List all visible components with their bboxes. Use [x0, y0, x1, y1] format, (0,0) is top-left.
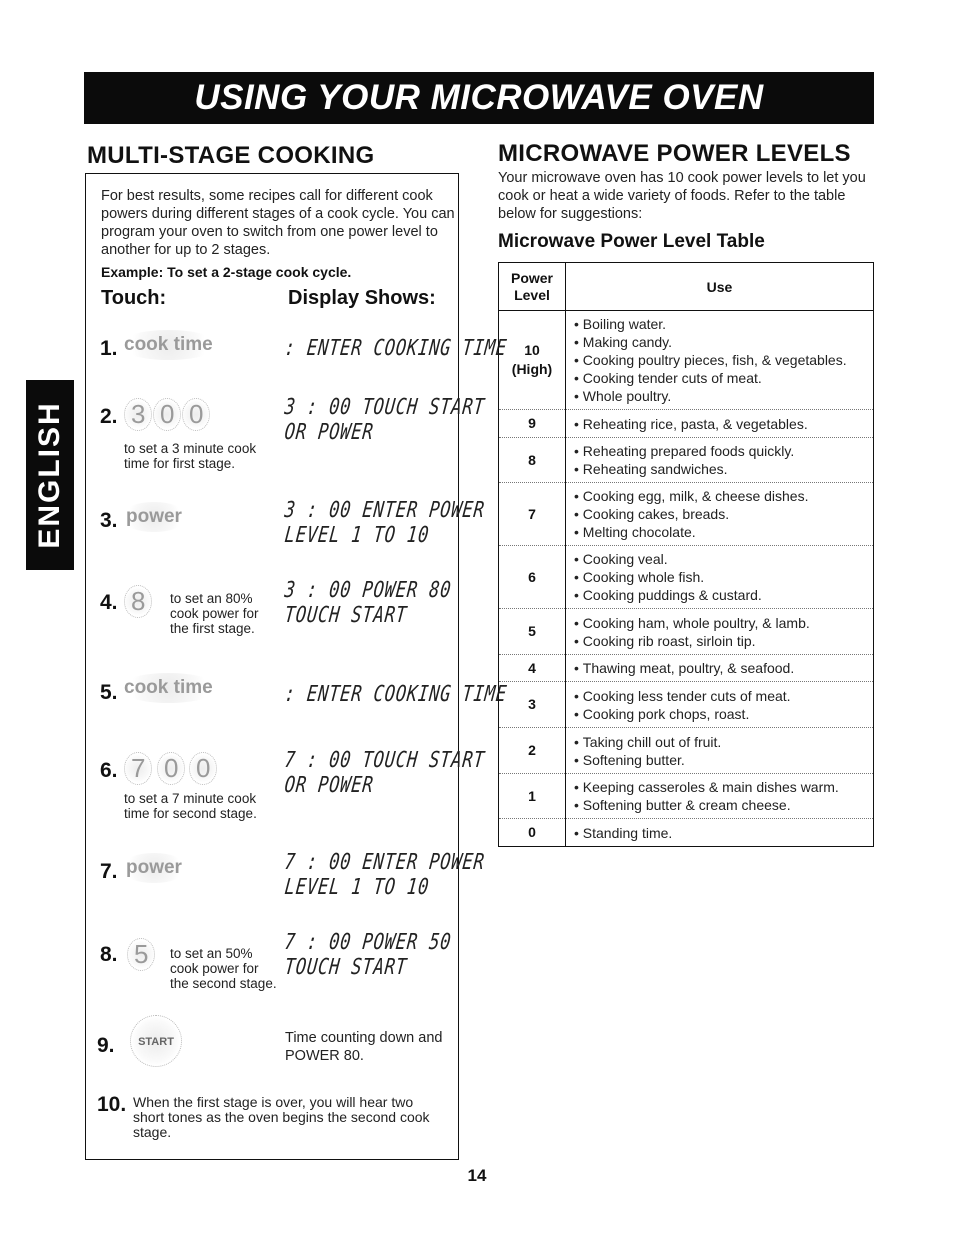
use-item: • Cooking ham, whole poultry, & lamb.: [574, 614, 867, 632]
use-item: • Thawing meat, poultry, & seafood.: [574, 659, 867, 677]
cook-time-key: cook time: [118, 673, 219, 703]
display-header: Display Shows:: [288, 287, 436, 309]
power-level-cell: 3: [499, 682, 566, 728]
step-number: 4.: [100, 591, 118, 614]
digit-key: 7: [124, 752, 152, 785]
use-item: • Cooking cakes, breads.: [574, 505, 867, 523]
power-level-cell: 10 (High): [499, 311, 566, 410]
table-row: [499, 311, 874, 410]
multi-stage-intro: For best results, some recipes call for different cook powers during different stages of a cook cycle. You can program your oven to switch from one power level to another for up to 2 stages.: [101, 188, 455, 258]
power-level-cell: 0: [499, 819, 566, 847]
table-row: [499, 438, 874, 483]
power-key: power: [120, 853, 188, 883]
table-row: [499, 774, 874, 819]
step-number: 7.: [100, 860, 118, 883]
use-item: • Standing time.: [574, 824, 867, 842]
step-number: 10.: [97, 1093, 127, 1116]
digit-key: 0: [157, 752, 185, 785]
table-row: [499, 609, 874, 655]
use-cell: [566, 774, 874, 819]
digit-key: 3: [124, 398, 152, 431]
use-cell: [566, 655, 874, 682]
use-cell: [566, 311, 874, 410]
table-row: [499, 819, 874, 847]
display-line: LEVEL 1 TO 10: [283, 875, 431, 900]
step-note: to set an 80% cook power for the first stage.: [170, 591, 259, 636]
multi-stage-box: [85, 173, 459, 1160]
power-level-cell: 4: [499, 655, 566, 682]
digit-key: 8: [124, 585, 152, 618]
display-line: 7 : 00 POWER 50: [283, 930, 453, 955]
use-item: • Cooking rib roast, sirloin tip.: [574, 632, 867, 650]
use-item: • Cooking veal.: [574, 550, 867, 568]
table-row: [499, 483, 874, 546]
display-line: : ENTER COOKING TIME: [283, 336, 509, 361]
use-item: • Cooking poultry pieces, fish, & vegetables.: [574, 351, 867, 369]
step-number: 2.: [100, 405, 118, 428]
use-cell: [566, 682, 874, 728]
display-line: LEVEL 1 TO 10: [283, 523, 431, 548]
page-banner: USING YOUR MICROWAVE OVEN: [84, 72, 874, 124]
use-item: • Cooking egg, milk, & cheese dishes.: [574, 487, 867, 505]
page-number: 14: [467, 1166, 487, 1185]
display-text: Time counting down and POWER 80.: [285, 1030, 443, 1064]
digit-key: 0: [153, 398, 181, 431]
step-number: 6.: [100, 759, 118, 782]
table-title: Microwave Power Level Table: [498, 231, 765, 252]
power-level-cell: 5: [499, 609, 566, 655]
use-cell: [566, 728, 874, 774]
table-row: [499, 682, 874, 728]
use-item: • Cooking less tender cuts of meat.: [574, 687, 867, 705]
language-tab: [26, 380, 74, 570]
cook-time-key: cook time: [118, 330, 219, 360]
use-header: Use: [566, 263, 874, 311]
use-cell: [566, 410, 874, 438]
use-item: • Making candy.: [574, 333, 867, 351]
table-row: [499, 655, 874, 682]
use-item: • Cooking puddings & custard.: [574, 586, 867, 604]
step-number: 3.: [100, 509, 118, 532]
use-item: • Cooking pork chops, roast.: [574, 705, 867, 723]
display-line: 7 : 00 ENTER POWER: [283, 850, 487, 875]
use-item: • Reheating sandwiches.: [574, 460, 867, 478]
use-item: • Reheating rice, pasta, & vegetables.: [574, 415, 867, 433]
use-cell: [566, 546, 874, 609]
digit-key: 5: [127, 938, 155, 971]
power-level-cell: 1: [499, 774, 566, 819]
digit-key: 0: [189, 752, 217, 785]
use-item: • Taking chill out of fruit.: [574, 733, 867, 751]
use-item: • Reheating prepared foods quickly.: [574, 442, 867, 460]
language-tab-label: ENGLISH: [33, 401, 66, 549]
use-cell: [566, 483, 874, 546]
display-line: 7 : 00 TOUCH START: [283, 748, 487, 773]
step-10-text: When the first stage is over, you will hear two short tones as the oven begins the second cook stage.: [133, 1094, 430, 1140]
display-line: : ENTER COOKING TIME: [283, 682, 509, 707]
use-item: • Whole poultry.: [574, 387, 867, 405]
table-row: [499, 728, 874, 774]
use-item: • Softening butter.: [574, 751, 867, 769]
use-item: • Cooking tender cuts of meat.: [574, 369, 867, 387]
use-cell: [566, 819, 874, 847]
use-item: • Softening butter & cream cheese.: [574, 796, 867, 814]
step-note: to set a 7 minute cook time for second stage.: [124, 791, 257, 821]
power-level-cell: 9: [499, 410, 566, 438]
display-line: 3 : 00 TOUCH START: [283, 395, 487, 420]
table-row: [499, 546, 874, 609]
step-number: 1.: [100, 337, 118, 360]
use-item: • Cooking whole fish.: [574, 568, 867, 586]
digit-key: 0: [182, 398, 210, 431]
display-line: OR POWER: [283, 773, 375, 798]
display-line: TOUCH START: [283, 603, 409, 628]
example-caption: Example: To set a 2-stage cook cycle.: [101, 264, 352, 280]
power-level-cell: 2: [499, 728, 566, 774]
use-item: • Melting chocolate.: [574, 523, 867, 541]
display-line: TOUCH START: [283, 955, 409, 980]
power-key: power: [120, 502, 188, 532]
step-number: 9.: [97, 1034, 115, 1057]
power-levels-intro: Your microwave oven has 10 cook power levels to let you cook or heat a wide variety of foods. Refer to the table below for suggestions:: [498, 170, 866, 222]
step-number: 5.: [100, 681, 118, 704]
power-levels-heading: MICROWAVE POWER LEVELS: [498, 140, 851, 167]
use-item: • Boiling water.: [574, 315, 867, 333]
power-level-cell: 8: [499, 438, 566, 483]
power-level-table: [498, 262, 874, 847]
touch-header: Touch:: [101, 287, 167, 309]
start-key: START: [130, 1015, 182, 1067]
use-item: • Keeping casseroles & main dishes warm.: [574, 778, 867, 796]
power-level-header: Power Level: [499, 263, 566, 311]
power-level-cell: 6: [499, 546, 566, 609]
step-note: to set a 3 minute cook time for first stage.: [124, 441, 257, 471]
display-line: 3 : 00 ENTER POWER: [283, 498, 487, 523]
use-cell: [566, 609, 874, 655]
multi-stage-heading: MULTI-STAGE COOKING: [87, 142, 375, 169]
step-note: to set an 50% cook power for the second stage.: [170, 946, 277, 991]
display-line: OR POWER: [283, 420, 375, 445]
table-row: [499, 410, 874, 438]
display-line: 3 : 00 POWER 80: [283, 578, 453, 603]
power-level-cell: 7: [499, 483, 566, 546]
use-cell: [566, 438, 874, 483]
step-number: 8.: [100, 943, 118, 966]
